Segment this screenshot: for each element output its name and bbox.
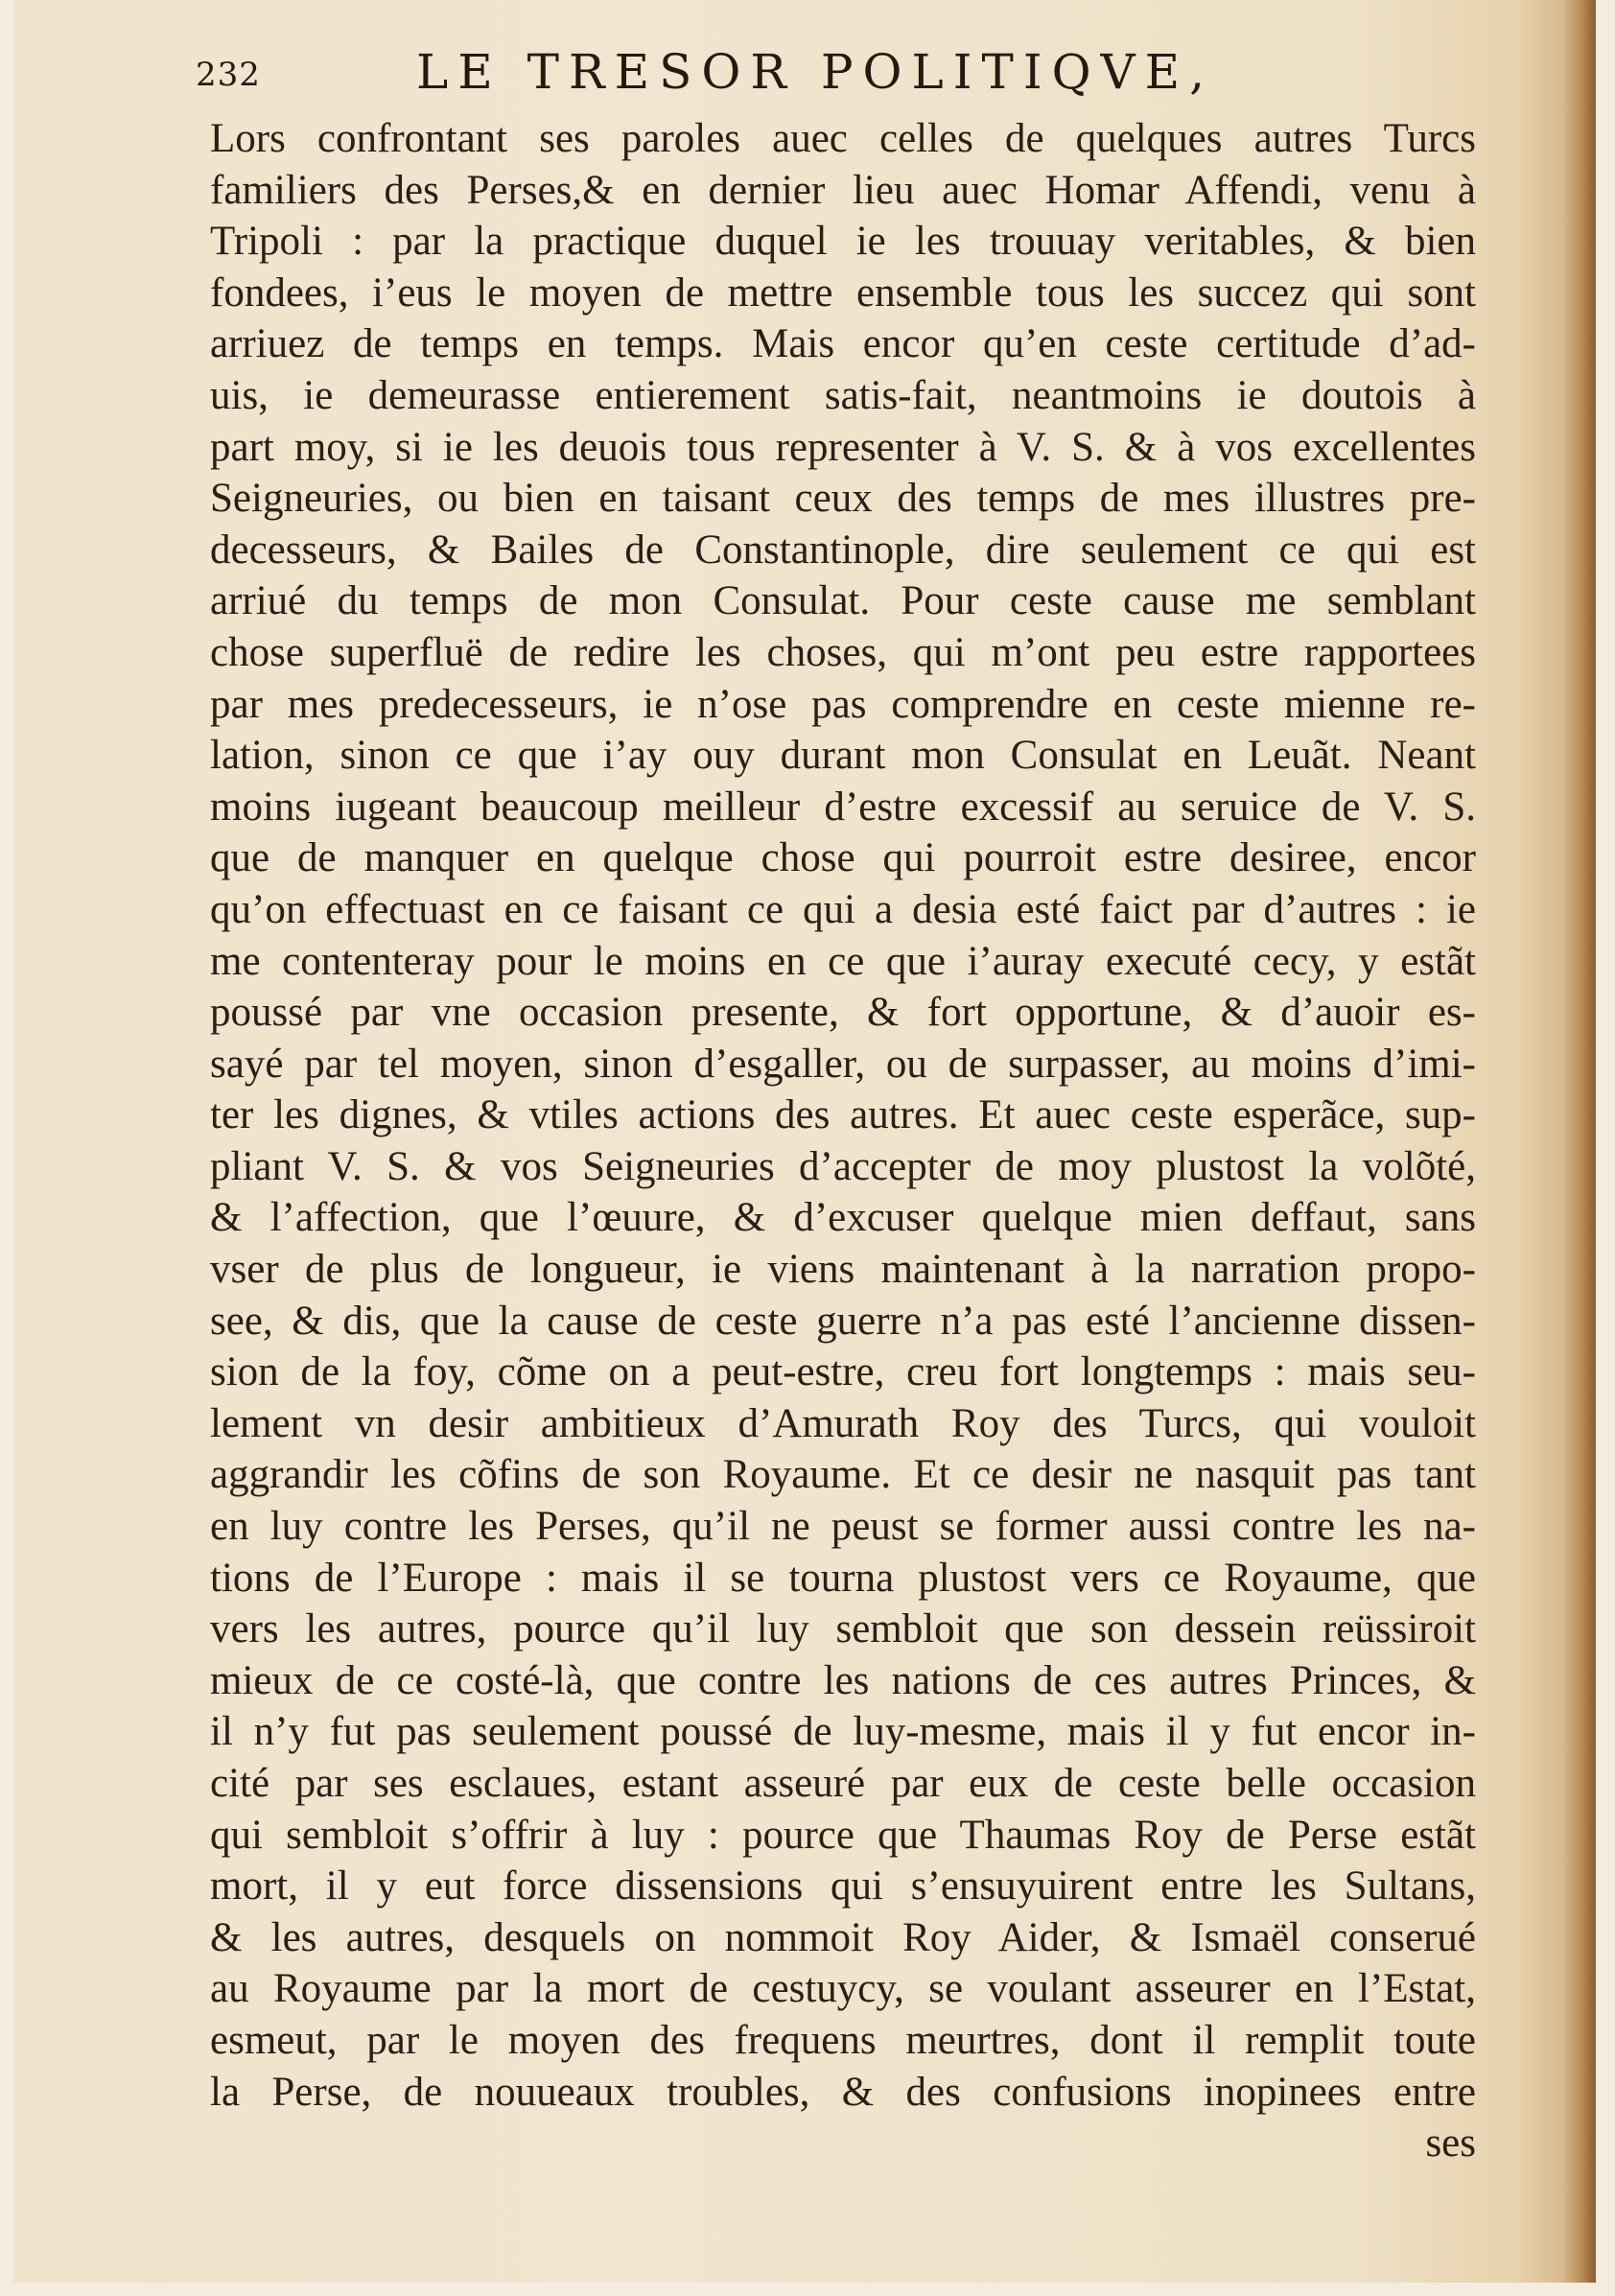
page-edge-shadow — [1563, 0, 1596, 2283]
text-line: fondees, i’eus le moyen de mettre ensemble tous les succez qui sont — [210, 269, 1476, 316]
text-line: en luy contre les Perses, qu’il ne peust se former aussi contre les na- — [210, 1504, 1476, 1550]
text-line: arriué du temps de mon Consulat. Pour ceste cause me semblant — [210, 578, 1476, 624]
text-line: sion de la foy, cõme on a peut-estre, creu fort longtemps : mais seu- — [210, 1349, 1476, 1395]
text-line: sayé par tel moyen, sinon d’esgaller, ou de surpasser, au moins d’imi- — [210, 1041, 1476, 1087]
text-line: par mes predecesseurs, ie n’ose pas comprendre en ceste mienne re- — [210, 681, 1476, 727]
running-title: LE TRESOR POLITIQVE, — [416, 44, 1215, 100]
text-line: chose superfluë de redire les choses, qui m’ont peu estre rapportees — [210, 629, 1476, 675]
catchword: ses — [1425, 2120, 1476, 2167]
page-header — [196, 38, 1538, 105]
text-line: part moy, si ie les deuois tous representer à V. S. & à vos excellentes — [210, 424, 1476, 470]
text-line: Tripoli : par la practique duquel ie les trouuay veritables, & bien — [210, 219, 1476, 265]
text-line: lation, sinon ce que i’ay ouy durant mon Consulat en Leuãt. Neant — [210, 733, 1476, 779]
text-line: me contenteray pour le moins en ce que i’auray executé cecy, y estãt — [210, 938, 1476, 984]
text-line: au Royaume par la mort de cestuycy, se voulant asseurer en l’Estat, — [210, 1966, 1476, 2012]
text-line: Lors confrontant ses paroles auec celles de quelques autres Turcs — [210, 116, 1476, 161]
body-text — [210, 113, 1476, 2169]
text-line: Seigneuries, ou bien en taisant ceux des temps de mes illustres pre- — [210, 476, 1476, 522]
text-line: decesseurs, & Bailes de Constantinople, dire seulement ce qui est — [210, 527, 1476, 573]
page-number: 232 — [196, 56, 261, 94]
text-line: lement vn desir ambitieux d’Amurath Roy des Turcs, qui vouloit — [210, 1400, 1476, 1446]
text-line: que de manquer en quelque chose qui pourroit estre desiree, encor — [210, 835, 1476, 881]
text-line: il n’y fut pas seulement poussé de luy-mesme, mais il y fut encor in- — [210, 1709, 1476, 1755]
text-line: vers les autres, pource qu’il luy sembloit que son dessein reüssiroit — [210, 1606, 1476, 1652]
text-line: tions de l’Europe : mais il se tourna plustost vers ce Royaume, que — [210, 1555, 1476, 1601]
text-line: poussé par vne occasion presente, & fort opportune, & d’auoir es- — [210, 990, 1476, 1036]
text-line: mieux de ce costé-là, que contre les nations de ces autres Princes, & — [210, 1657, 1476, 1703]
text-line: cité par ses esclaues, estant asseuré par eux de ceste belle occasion — [210, 1761, 1476, 1806]
text-line: vser de plus de longueur, ie viens maintenant à la narration propo- — [210, 1247, 1476, 1293]
text-line: & l’affection, que l’œuure, & d’excuser quelque mien deffaut, sans — [210, 1195, 1476, 1241]
text-line: & les autres, desquels on nommoit Roy Aider, & Ismaël conserué — [210, 1914, 1476, 1960]
text-line: la Perse, de nouueaux troubles, & des confusions inopinees entre — [210, 2069, 1476, 2115]
text-line: see, & dis, que la cause de ceste guerre n’a pas esté l’ancienne dissen- — [210, 1298, 1476, 1344]
text-line: aggrandir les cõfins de son Royaume. Et ce desir ne nasquit pas tant — [210, 1452, 1476, 1498]
text-line: mort, il y eut force dissensions qui s’ensuyuirent entre les Sultans, — [210, 1863, 1476, 1909]
text-line: arriuez de temps en temps. Mais encor qu’en ceste certitude d’ad- — [210, 321, 1476, 367]
text-line: pliant V. S. & vos Seigneuries d’accepter de moy plustost la volõté, — [210, 1143, 1476, 1189]
text-line: uis, ie demeurasse entierement satis-fait, neantmoins ie doutois à — [210, 372, 1476, 418]
text-line: qui sembloit s’offrir à luy : pource que Thaumas Roy de Perse estãt — [210, 1812, 1476, 1858]
text-line: ter les dignes, & vtiles actions des autres. Et auec ceste esperãce, sup- — [210, 1092, 1476, 1138]
text-line: esmeut, par le moyen des frequens meurtres, dont il remplit toute — [210, 2017, 1476, 2063]
text-line: qu’on effectuast en ce faisant ce qui a desia esté faict par d’autres : ie — [210, 886, 1476, 932]
text-line: familiers des Perses,& en dernier lieu auec Homar Affendi, venu à — [210, 167, 1476, 213]
text-line: moins iugeant beaucoup meilleur d’estre excessif au seruice de V. S. — [210, 784, 1476, 830]
book-page — [13, 0, 1596, 2283]
